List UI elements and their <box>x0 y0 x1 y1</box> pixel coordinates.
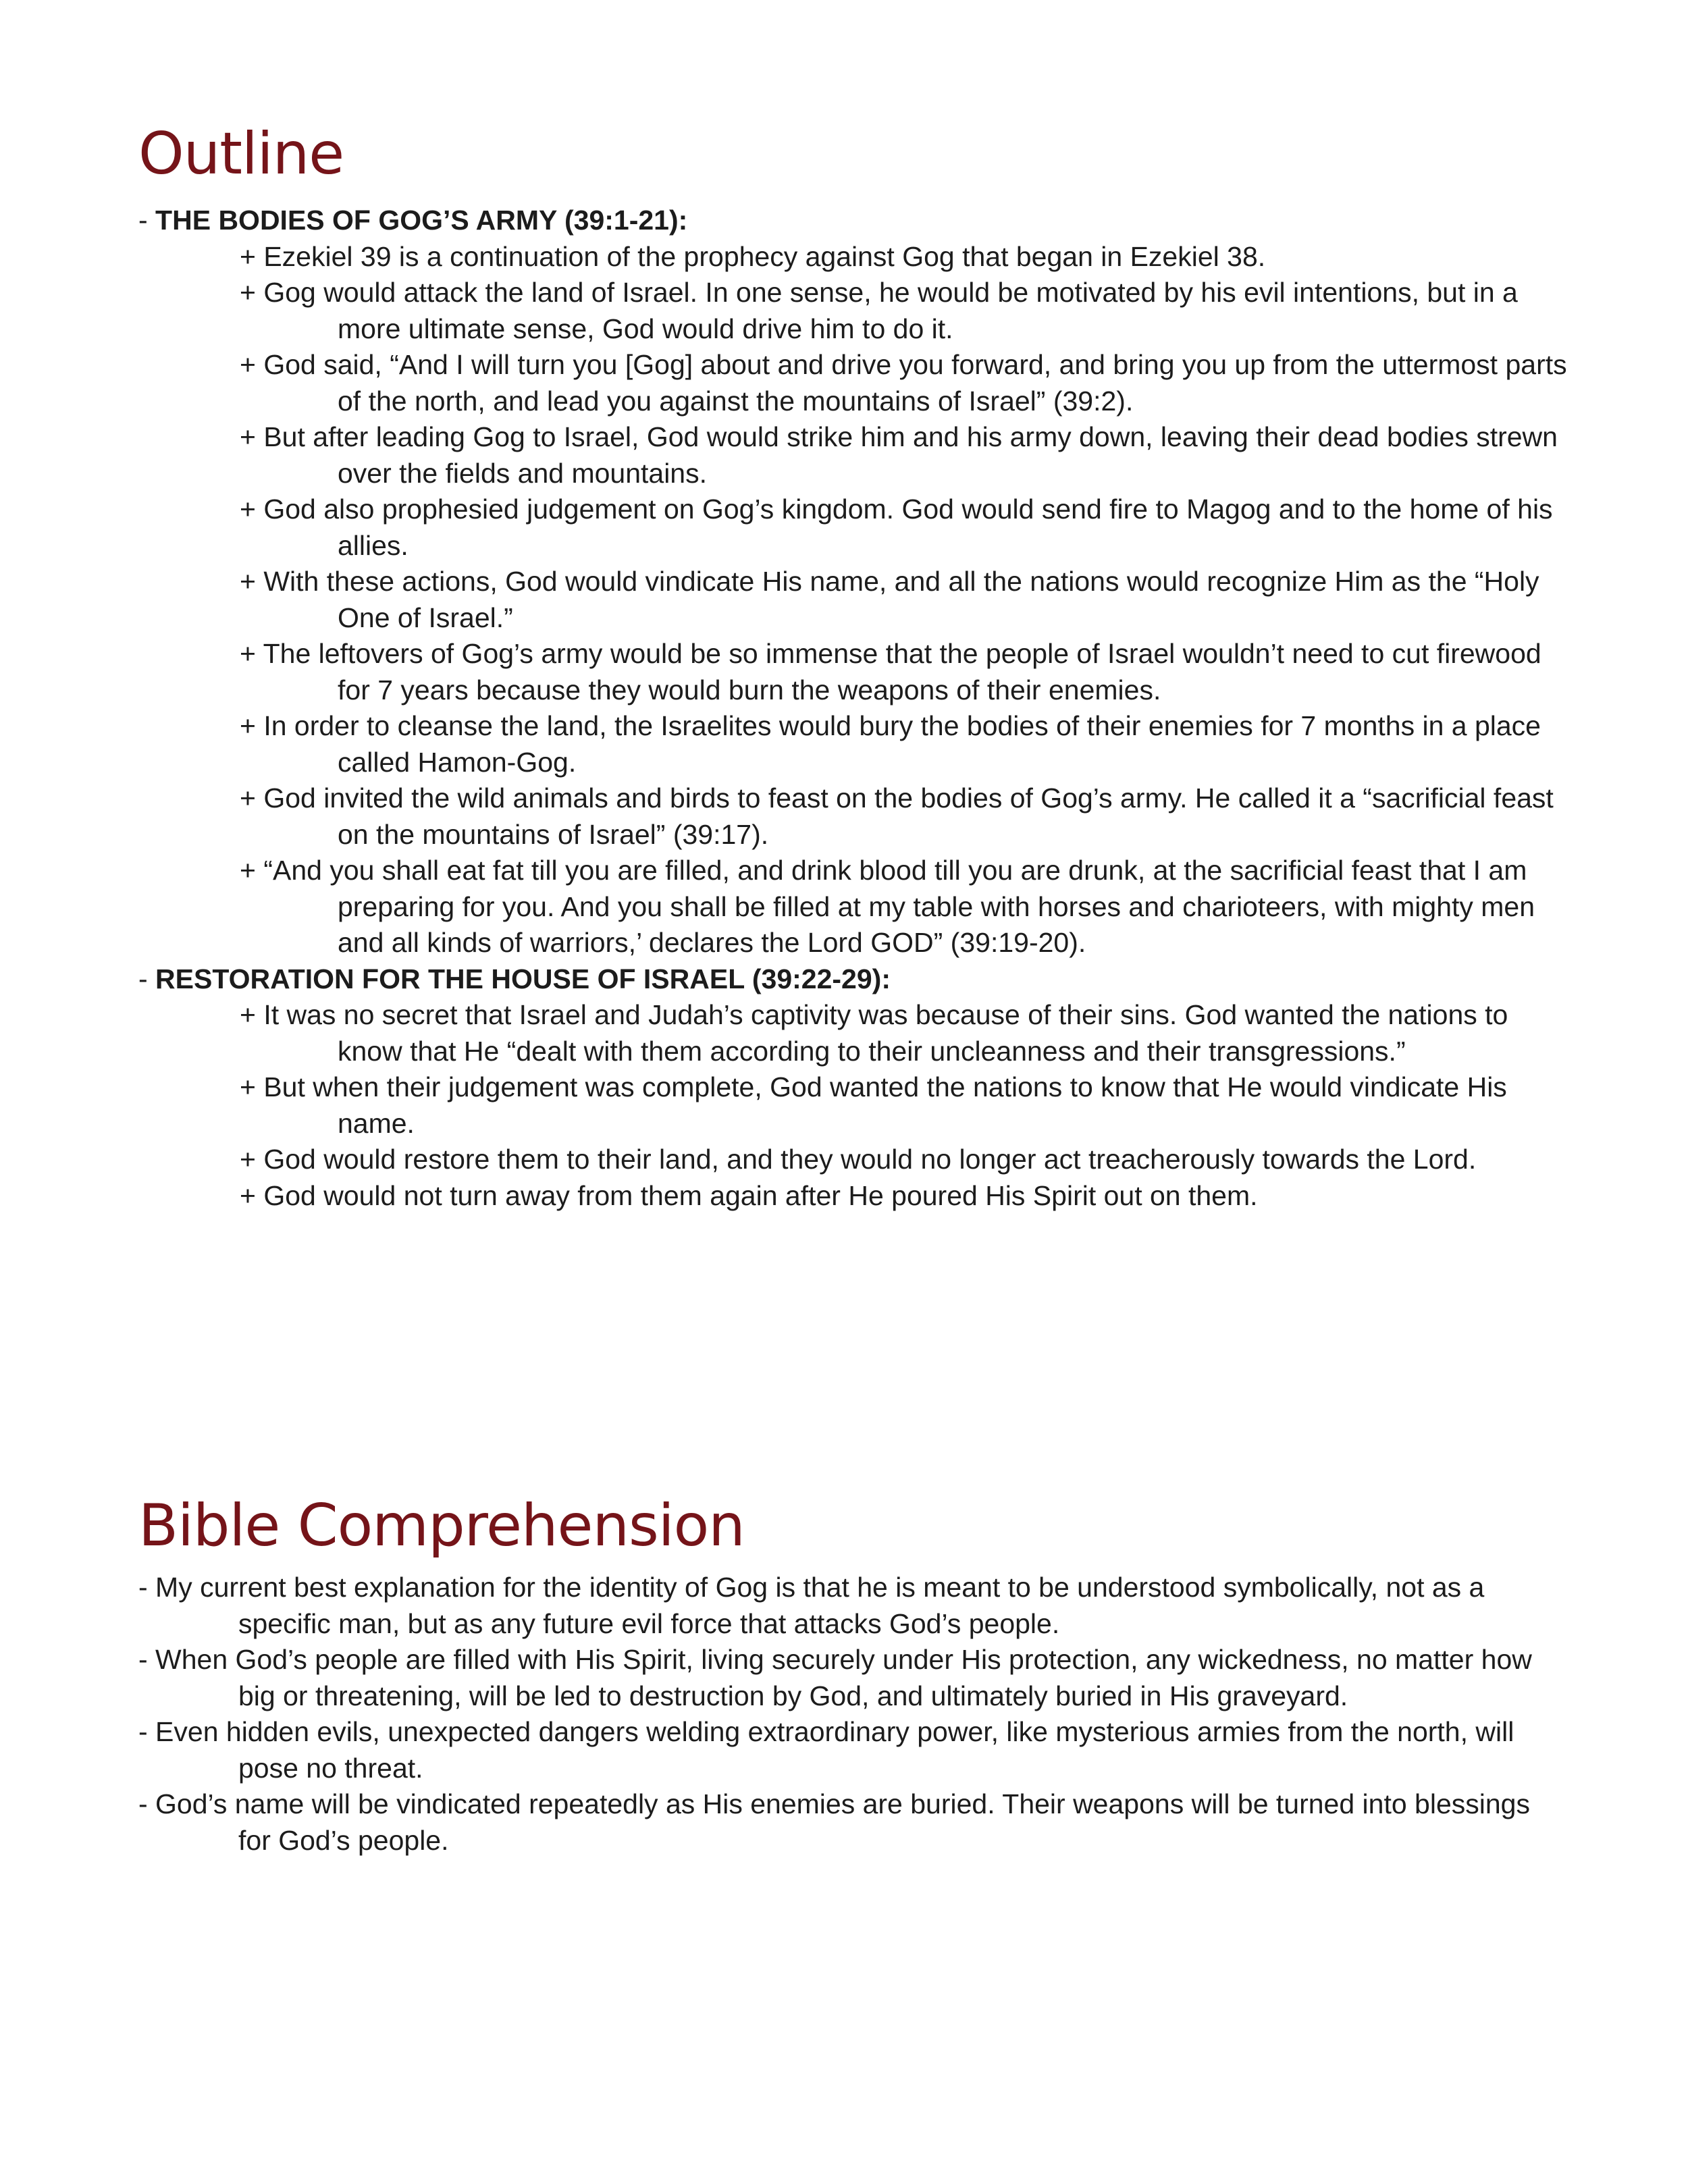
outline-point: + God said, “And I will turn you [Gog] about and drive you forward, and bring you up from the uttermost parts of the north, and lead you against the mountains of Israel” (39:2). <box>240 349 1567 417</box>
outline-point: + In order to cleanse the land, the Israelites would bury the bodies of their enemies for 7 months in a place called Hamon-Gog. <box>240 710 1541 778</box>
comprehension-item: - Even hidden evils, unexpected dangers welding extraordinary power, like mysterious armies from the north, will pose no threat. <box>138 1716 1514 1784</box>
outline-point: + But after leading Gog to Israel, God would strike him and his army down, leaving their dead bodies strewn over the fields and mountains. <box>240 421 1558 489</box>
list-dash: - <box>138 963 156 994</box>
comprehension-item: - My current best explanation for the identity of Gog is that he is meant to be understood symbolically, not as a specific man, but as any future evil force that attacks God’s people. <box>138 1572 1485 1639</box>
outline-point: + God would restore them to their land, and they would no longer act treacherously towards the Lord. <box>240 1144 1477 1175</box>
outline-point: + Ezekiel 39 is a continuation of the prophecy against Gog that began in Ezekiel 38. <box>240 240 1266 272</box>
comprehension-item: - When God’s people are filled with His Spirit, living securely under His protection, any wickedness, no matter how big or threatening, will be led to destruction by God, and ultimately buried in His graveyard. <box>138 1644 1532 1711</box>
outline-point: + God also prophesied judgement on Gog’s kingdom. God would send fire to Magog and to the home of his allies. <box>240 494 1553 561</box>
outline-point: + God invited the wild animals and birds to feast on the bodies of Gog’s army. He called it a “sacrificial feast on the mountains of Israel” (39:17). <box>240 782 1554 850</box>
outline-point: + With these actions, God would vindicate His name, and all the nations would recognize Him as the “Holy One of Israel.” <box>240 566 1539 633</box>
outline-section-heading <box>138 961 1570 998</box>
outline-point: + Gog would attack the land of Israel. In one sense, he would be motivated by his evil intentions, but in a more ultimate sense, God would drive him to do it. <box>240 277 1518 344</box>
outline-point: + But when their judgement was complete, God wanted the nations to know that He would vindicate His name. <box>240 1071 1507 1139</box>
bible-comprehension-title: Bible Comprehension <box>138 1492 745 1560</box>
outline-point: + God would not turn away from them again after He poured His Spirit out on them. <box>240 1179 1258 1211</box>
comprehension-item: - God’s name will be vindicated repeatedly as His enemies are buried. Their weapons will be turned into blessings for God’s people. <box>138 1788 1530 1856</box>
outline-point: + It was no secret that Israel and Judah’s captivity was because of their sins. God wanted the nations to know that He “dealt with them according to their uncleanness and their transgressions.” <box>240 999 1508 1067</box>
section-heading-text: THE BODIES OF GOG’S ARMY (39:1-21): <box>155 205 688 236</box>
outline-body <box>138 203 1570 1214</box>
outline-title: Outline <box>138 120 344 188</box>
bible-comprehension-body <box>138 1570 1570 1859</box>
list-dash: - <box>138 205 156 236</box>
outline-section-heading <box>138 203 1570 239</box>
outline-point: + The leftovers of Gog’s army would be so immense that the people of Israel wouldn’t need to cut firewood for 7 years because they would burn the weapons of their enemies. <box>240 638 1541 705</box>
section-heading-text: RESTORATION FOR THE HOUSE OF ISRAEL (39:22-29): <box>155 963 891 994</box>
outline-point: + “And you shall eat fat till you are filled, and drink blood till you are drunk, at the sacrificial feast that I am preparing for you. And you shall be filled at my table with horses and charioteers, with mighty men and all kinds of warriors,’ declares the Lord GOD” (39:19-20). <box>240 855 1535 958</box>
